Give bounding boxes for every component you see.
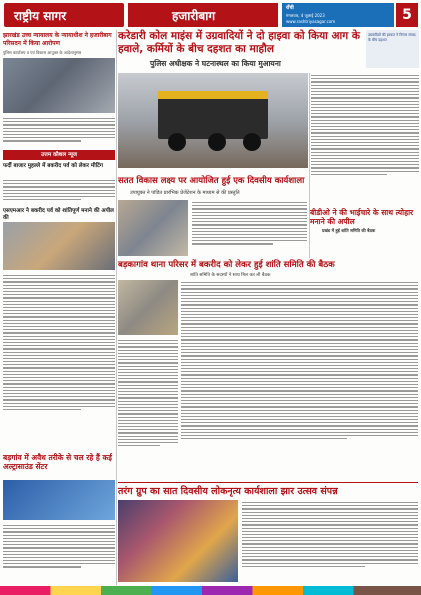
left-bottom-text [3,523,115,583]
left-story3-text [3,273,115,448]
peace-committee-text-2 [118,338,178,480]
paper-logo [4,3,124,27]
left-story2-headline: फर्दी बाजार मुहल्ले में बकरीद पर्व को लेकर मीटिंग [3,163,103,169]
truck-wheel [243,133,261,151]
workshop-photo [118,200,188,256]
workshop-subheadline: उपायुक्त ने पांडित प्रारंभिक प्रेजेंटेशन के माध्यम से की प्रस्तुति [130,190,240,196]
left-headline: झारखंड उच्च न्यायालय के न्यायाधीश ने हजारीबाग परिसदन में किया आरोपण [3,32,112,47]
truck-shape [158,91,268,139]
section-rule [118,482,418,483]
ultrasound-photo [3,480,115,520]
lead-headline: करेडारी कोल माइंस में उग्रवादियों ने दो हाइवा को किया आग के हवाले, कर्मियों के बीच दहशत का माहौल [118,30,360,55]
side-box [366,30,419,68]
left-subheadline: पुलिस कार्यालय व एवं विकास आयुक्त के आदेशानुसार [3,50,82,55]
left-story3-headline: एसएमआर ने बकरीद पर्व को शांतिपूर्ण मनाने की अपील की [3,208,114,221]
masthead [0,0,421,30]
left-bottom-headline: बड़गांव में अवैध तरीके से चल रहे हैं कई अल्ट्रासाउंड सेंटर [3,453,112,471]
lead-subheadline: पुलिस अधीक्षक ने घटनास्थल का किया मुआयना [150,59,281,68]
left-photo-2 [3,222,115,270]
lead-photo [118,73,308,168]
edition-date: मंगलवार, 4 जुलाई 2023 [286,13,325,18]
bottom-story-text [242,500,418,582]
page-number: 5 [396,3,418,27]
dance-workshop-photo [118,500,238,582]
left-story-text [3,116,115,148]
city-banner [128,3,278,27]
left-story2-text [3,178,115,206]
peace-committee-subheadline: शांति समिति के सदस्यों ने साथ मिल कर ली बैठक [190,273,271,278]
bottom-color-strip [0,586,421,595]
edition-website: www.rashtriyasagar.com [286,19,336,24]
truck-wheel [208,133,226,151]
column-rule [116,30,117,585]
truck-wheel [168,133,186,151]
peace-committee-photo [118,280,178,335]
edition-city: राँची [286,5,294,11]
left-photo [3,58,115,113]
edition-info [282,3,394,27]
workshop-text [192,200,307,256]
peace-committee-headline: बड़कागांव थाना परिसर में बकरीद को लेकर हुई शांति समिति की बैठक [118,260,335,270]
bdo-caption: प्रखंड में हुई शांति समिति की बैठक [322,228,376,233]
bdo-headline: बीडीओ ने की भाईचारे के साथ त्योहार मनाने की अपील [310,208,414,226]
peace-committee-text [181,280,418,480]
bottom-headline: तरंग ग्रुप का सात दिवसीय लोकनृत्य कार्यशाला झार उत्सव संपन्न [118,486,338,497]
side-box-text: उग्रवादियों की हरकत ने निरंतर संवाद के बीच दहशत [368,33,416,42]
lead-story-text [311,73,419,203]
paper-name: राष्ट्रीय सागर [14,9,67,23]
city-name: हजारीबाग [172,9,216,23]
section-banner: उत्तम कौशल न्यूज [3,150,115,160]
column-rule [309,73,310,258]
workshop-headline: सतत विकास लक्ष्य पर आयोजित हुई एक दिवसीय कार्यशाला [118,176,305,186]
